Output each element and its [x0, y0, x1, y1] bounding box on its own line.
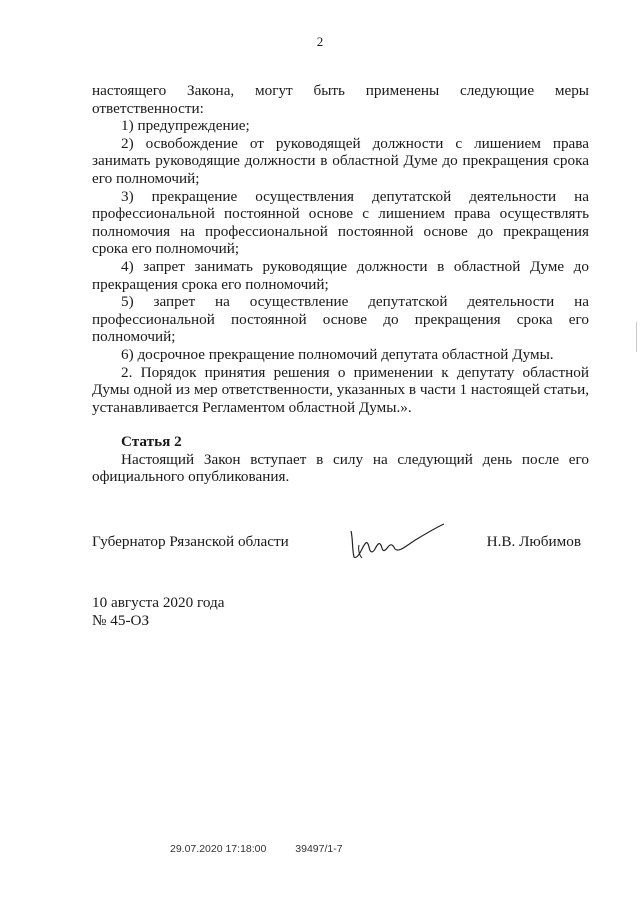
- signer-name: Н.В. Любимов: [486, 533, 581, 550]
- procedure-paragraph: 2. Порядок принятия решения о применении к депутату областной Думы одной из мер ответственности, указанных в части 1 настоящей статьи, устанавливается Регламентом областной Думы.».: [92, 363, 589, 416]
- footer-timestamp: 29.07.2020 17:18:00: [170, 843, 267, 855]
- measure-termination: 3) прекращение осуществления депутатской деятельности на профессиональной постоянной основе с лишением права осуществлять полномочия на профессиональной постоянной основе до прекращения срока его полномочий;: [92, 187, 589, 258]
- footer-code: 39497/1-7: [295, 843, 343, 855]
- law-text: [92, 82, 589, 486]
- measure-warning: 1) предупреждение;: [121, 117, 250, 135]
- measure-ban-leadership: 4) запрет занимать руководящие должности в областной Думе до прекращения срока его полномочий;: [92, 257, 589, 293]
- scan-edge-artifact: [636, 322, 637, 352]
- article-2-text: Настоящий Закон вступает в силу на следующий день после его официального опубликования.: [92, 450, 589, 486]
- signer-title: Губернатор Рязанской области: [92, 533, 289, 550]
- footer-stamp: [170, 843, 343, 855]
- article-2-heading: Статья 2: [121, 433, 182, 451]
- law-number: № 45-ОЗ: [92, 611, 150, 629]
- measure-ban-activity: 5) запрет на осуществление депутатской деятельности на профессиональной постоянной основе до прекращения срока его полномочий;: [92, 293, 589, 346]
- page-number: 2: [316, 34, 324, 49]
- handwritten-signature-icon: [347, 521, 447, 563]
- law-date-block: [92, 594, 224, 629]
- signature-block: [92, 531, 589, 571]
- measure-dismissal: 2) освобождение от руководящей должности с лишением права занимать руководящие должности в областной Думе до прекращения срока его полномочий;: [92, 134, 589, 187]
- measure-early-termination: 6) досрочное прекращение полномочий депутата областной Думы.: [121, 345, 554, 363]
- paragraph-continuation: настоящего Закона, могут быть применены следующие меры ответственности:: [92, 82, 589, 117]
- law-date: 10 августа 2020 года: [92, 594, 225, 611]
